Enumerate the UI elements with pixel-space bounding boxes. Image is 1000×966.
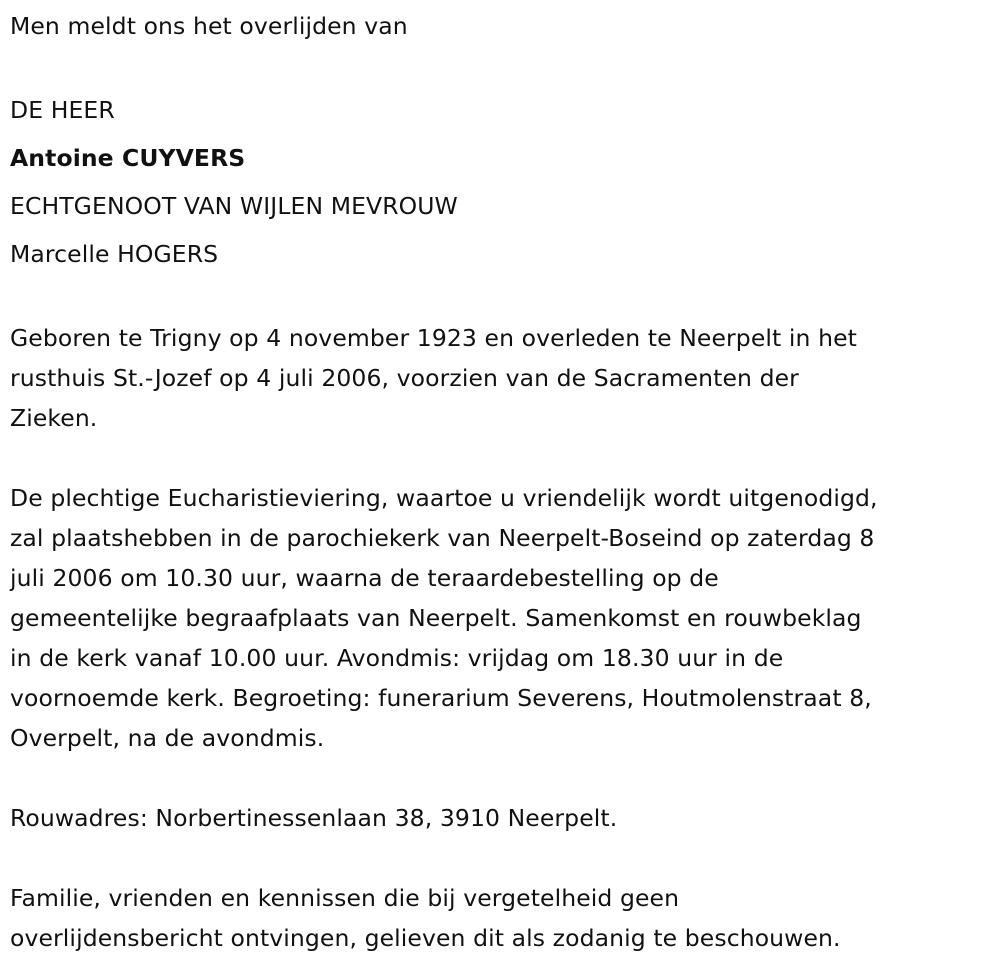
paragraph-line: Overpelt, na de avondmis. [10, 724, 325, 752]
paragraph-line: voornoemde kerk. Begroeting: funerarium Severens, Houtmolenstraat 8, [10, 684, 872, 712]
deceased-title: DE HEER [10, 96, 115, 124]
spacer [10, 758, 995, 798]
paragraph-line: in de kerk vanaf 10.00 uur. Avondmis: vrijdag om 18.30 uur in de [10, 644, 784, 672]
obituary-notice [10, 6, 995, 958]
intro-text: Men meldt ons het overlijden van [10, 12, 408, 40]
paragraph-line: zal plaatshebben in de parochiekerk van Neerpelt-Boseind op zaterdag 8 [10, 524, 875, 552]
paragraph-line: Geboren te Trigny op 4 november 1923 en overleden te Neerpelt in het [10, 324, 857, 352]
paragraph-line: rusthuis St.-Jozef op 4 juli 2006, voorzien van de Sacramenten der [10, 364, 799, 392]
closing-paragraph [10, 878, 995, 958]
mourning-address: Rouwadres: Norbertinessenlaan 38, 3910 Neerpelt. [10, 804, 618, 832]
spouse-name: Marcelle HOGERS [10, 240, 219, 268]
spacer [10, 438, 995, 478]
paragraph-line: gemeentelijke begraafplaats van Neerpelt. Samenkomst en rouwbeklag [10, 604, 862, 632]
spacer [10, 46, 995, 86]
relation-text: ECHTGENOOT VAN WIJLEN MEVROUW [10, 192, 458, 220]
paragraph-line: overlijdensbericht ontvingen, gelieven dit als zodanig te beschouwen. [10, 924, 841, 952]
deceased-name: Antoine CUYVERS [10, 144, 246, 172]
paragraph-line: juli 2006 om 10.30 uur, waarna de teraardebestelling op de [10, 564, 719, 592]
spacer [10, 278, 995, 318]
ceremony-paragraph [10, 478, 995, 758]
paragraph-line: Familie, vrienden en kennissen die bij vergetelheid geen [10, 884, 680, 912]
paragraph-line: De plechtige Eucharistieviering, waartoe u vriendelijk wordt uitgenodigd, [10, 484, 878, 512]
birth-death-paragraph [10, 318, 995, 438]
spacer [10, 838, 995, 878]
paragraph-line: Zieken. [10, 404, 98, 432]
